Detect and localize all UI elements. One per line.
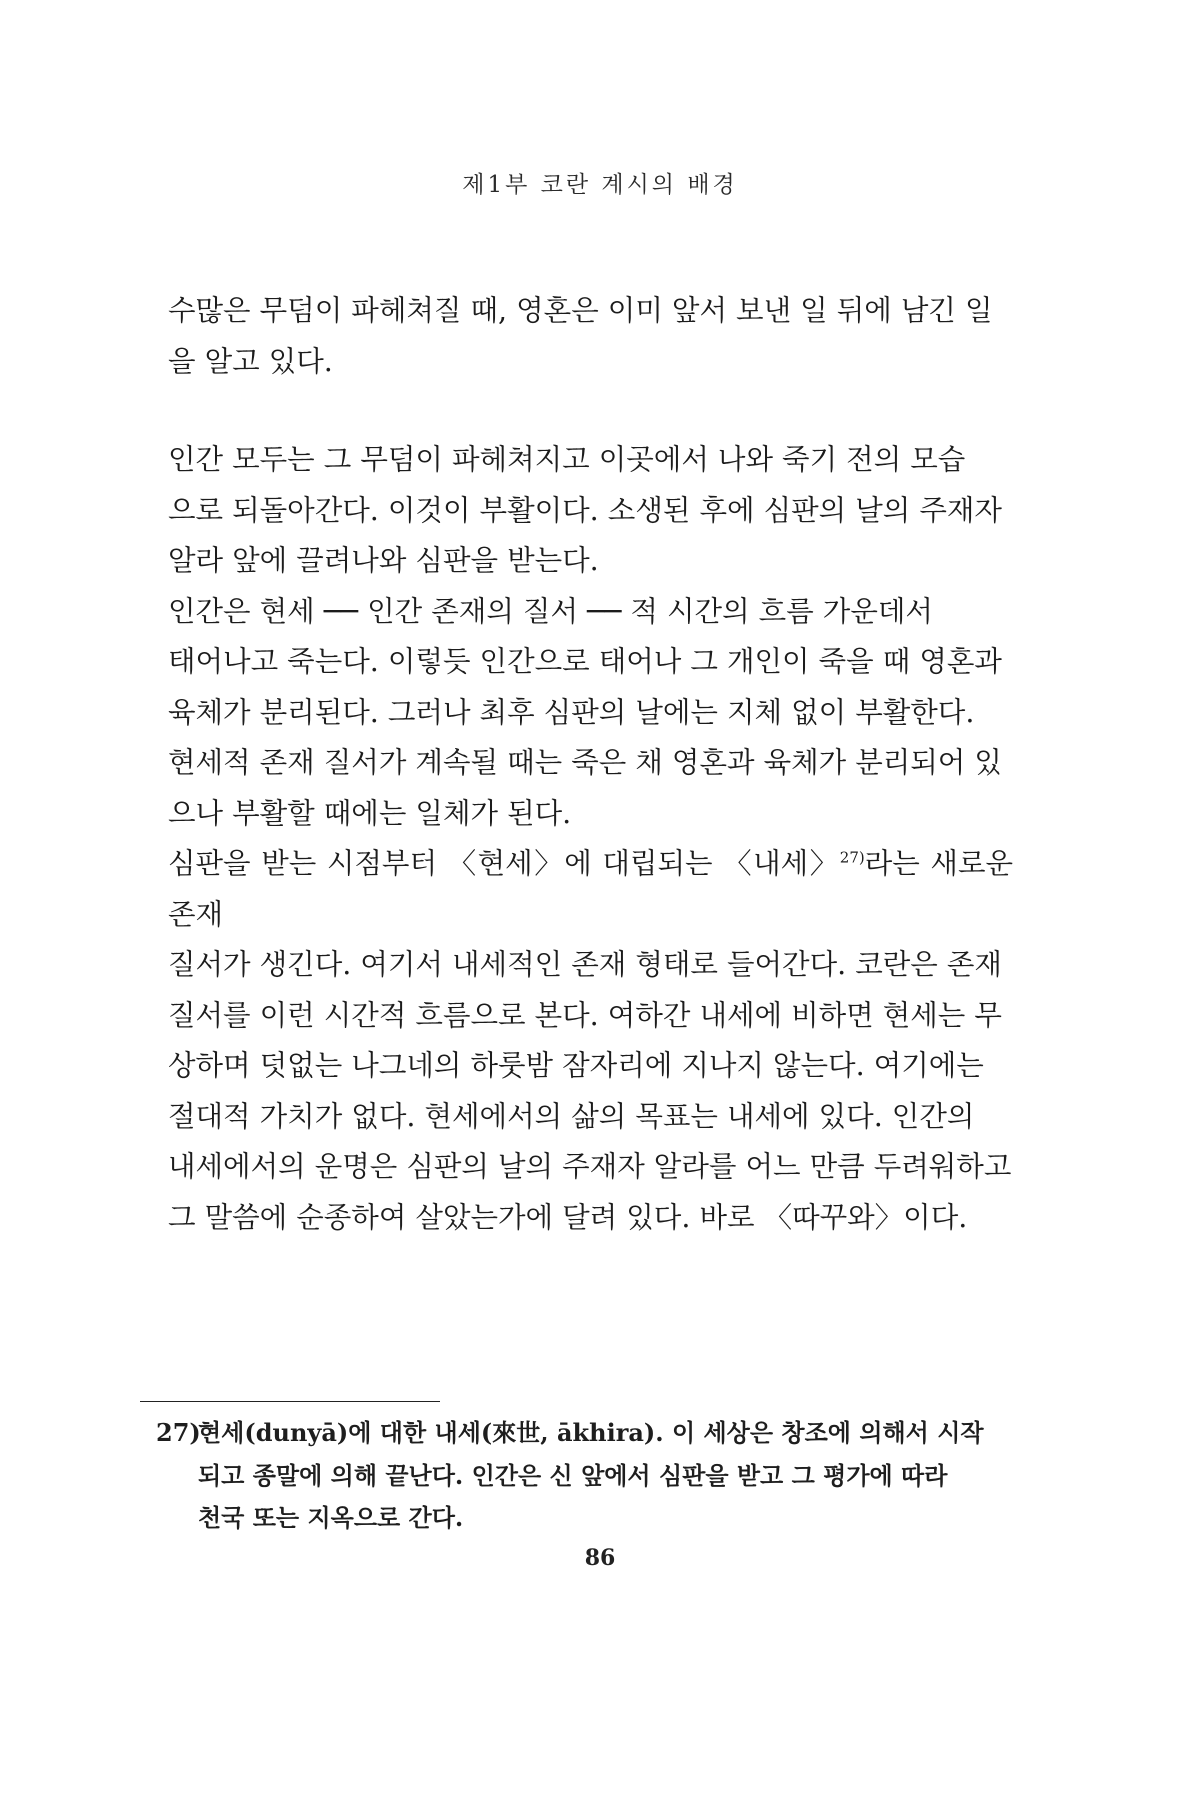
text-line: 내세에서의 운명은 심판의 날의 주재자 알라를 어느 만큼 두려워하고	[168, 1150, 1012, 1183]
quoted-verse	[168, 286, 1013, 387]
footnote-line: 천국 또는 지옥으로 간다.	[198, 1503, 464, 1532]
text-line: 현세적 존재 질서가 계속될 때는 죽은 채 영혼과 육체가 분리되어 있	[168, 746, 1002, 779]
text-line: 으나 부활할 때에는 일체가 된다.	[168, 796, 572, 830]
text-segment: 라는 새로운 존재	[168, 847, 1014, 931]
page-number: 86	[584, 1545, 616, 1571]
text-line: 태어나고 죽는다. 이렇듯 인간으로 태어나 그 개인이 죽을 때 영혼과	[168, 645, 1002, 678]
footnote-divider	[140, 1401, 440, 1402]
text-segment: 심판을 받는 시점부터 〈현세〉에 대립되는 〈내세〉	[168, 847, 840, 880]
text-line: 질서를 이런 시간적 흐름으로 본다. 여하간 내세에 비하면 현세는 무	[168, 998, 1002, 1032]
text-line: 으로 되돌아간다. 이것이 부활이다. 소생된 후에 심판의 날의 주재자	[168, 493, 1002, 527]
running-header: 제1부 코란 계시의 배경	[462, 172, 738, 198]
text-line: 상하며 덧없는 나그네의 하룻밤 잠자리에 지나지 않는다. 여기에는	[168, 1049, 984, 1082]
text-line: 육체가 분리된다. 그러나 최후 심판의 날에는 지체 없이 부활한다.	[168, 695, 975, 729]
verse-line: 을 알고 있다.	[168, 344, 333, 378]
footnote-line	[156, 1412, 1016, 1455]
footnote-number: 27)	[156, 1418, 201, 1447]
verse-line: 수많은 무덤이 파헤쳐질 때, 영혼은 이미 앞서 보낸 일 뒤에 남긴 일	[168, 294, 993, 327]
footnote-text: 현세(dunyā)에 대한 내세(來世, ākhira). 이 세상은 창조에 의해서 시작	[198, 1418, 984, 1447]
text-line: 알라 앞에 끌려나와 심판을 받는다.	[168, 544, 599, 577]
text-line: 질서가 생긴다. 여기서 내세적인 존재 형태로 들어간다. 코란은 존재	[168, 948, 1002, 981]
text-line: 인간은 현세 ── 인간 존재의 질서 ── 적 시간의 흐름 가운데서	[168, 594, 933, 628]
footnote-reference[interactable]: 27)	[839, 848, 865, 867]
text-line	[168, 839, 1013, 940]
footnote-line: 되고 종말에 의해 끝난다. 인간은 신 앞에서 심판을 받고 그 평가에 따라	[198, 1460, 948, 1490]
text-line: 인간 모두는 그 무덤이 파헤쳐지고 이곳에서 나와 죽기 전의 모습	[168, 443, 966, 476]
text-line: 그 말씀에 순종하여 살았는가에 달려 있다. 바로 〈따꾸와〉이다.	[168, 1200, 968, 1234]
footnote	[156, 1412, 1016, 1540]
text-line: 절대적 가치가 없다. 현세에서의 삶의 목표는 내세에 있다. 인간의	[168, 1099, 975, 1133]
main-text	[168, 435, 1013, 1243]
